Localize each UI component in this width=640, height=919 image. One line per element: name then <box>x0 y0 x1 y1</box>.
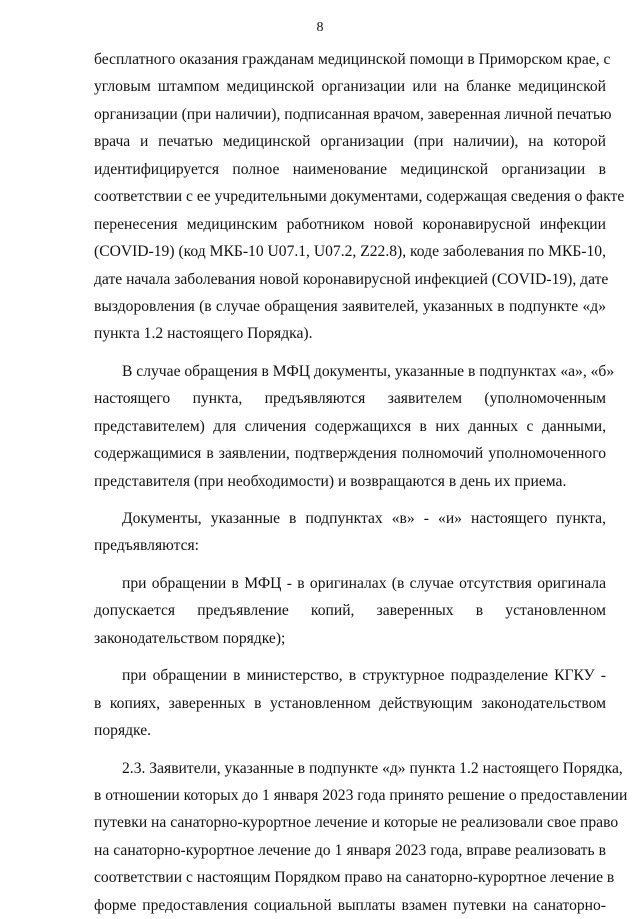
text-line: представителем) для сличения содержащихся в них данных с данными, <box>94 413 606 440</box>
text-line: перенесения медицинским работником новой коронавирусной инфекции <box>94 211 606 238</box>
text-line: врача и печатью медицинской организации (при наличии), на которой <box>94 128 606 155</box>
text-line: соответствии с настоящим Порядком право на санаторно-курортное лечение в <box>94 864 606 891</box>
paragraph-gap <box>94 745 606 755</box>
text-line: форме предоставления социальной выплаты взамен путевки на санаторно- <box>94 892 606 919</box>
text-line: в копиях, заверенных в установленном действующим законодательством <box>94 690 606 717</box>
paragraph <box>94 46 606 348</box>
text-line: допускается предъявление копий, заверенных в установленном <box>94 597 606 624</box>
text-line: 2.3. Заявители, указанные в подпункте «д» пункта 1.2 настоящего Порядка, <box>94 755 606 782</box>
paragraph <box>94 505 606 560</box>
paragraph <box>94 358 606 495</box>
page-number: 8 <box>0 20 640 36</box>
text-line: настоящего пункта, предъявляются заявителем (уполномоченным <box>94 385 606 412</box>
body-text <box>94 46 606 919</box>
text-line: выздоровления (в случае обращения заявителей, указанных в подпункте «д» <box>94 293 606 320</box>
text-line: соответствии с ее учредительными документами, содержащая сведения о факте <box>94 183 606 210</box>
text-line: порядке. <box>94 717 606 744</box>
text-line: законодательством порядке); <box>94 625 606 652</box>
text-line: содержащимися в заявлении, подтверждения полномочий уполномоченного <box>94 440 606 467</box>
text-line: В случае обращения в МФЦ документы, указанные в подпунктах «а», «б» <box>94 358 606 385</box>
paragraph <box>94 662 606 744</box>
text-line: представителя (при необходимости) и возвращаются в день их приема. <box>94 468 606 495</box>
paragraph <box>94 755 606 919</box>
text-line: угловым штампом медицинской организации или на бланке медицинской <box>94 73 606 100</box>
paragraph <box>94 570 606 652</box>
paragraph-gap <box>94 652 606 662</box>
text-line: путевки на санаторно-курортное лечение и которые не реализовали свое право <box>94 809 606 836</box>
text-line: организации (при наличии), подписанная врачом, заверенная личной печатью <box>94 101 606 128</box>
text-line: при обращении в министерство, в структурное подразделение КГКУ - <box>94 662 606 689</box>
text-line: пункта 1.2 настоящего Порядка). <box>94 320 606 347</box>
text-line: (COVID-19) (код МКБ-10 U07.1, U07.2, Z22.8), коде заболевания по МКБ-10, <box>94 238 606 265</box>
paragraph-gap <box>94 560 606 570</box>
text-line: при обращении в МФЦ - в оригиналах (в случае отсутствия оригинала <box>94 570 606 597</box>
text-line: идентифицируется полное наименование медицинской организации в <box>94 156 606 183</box>
paragraph-gap <box>94 348 606 358</box>
text-line: бесплатного оказания гражданам медицинской помощи в Приморском крае, с <box>94 46 606 73</box>
text-line: в отношении которых до 1 января 2023 года принято решение о предоставлении <box>94 782 606 809</box>
text-line: предъявляются: <box>94 532 606 559</box>
text-line: Документы, указанные в подпунктах «в» - «и» настоящего пункта, <box>94 505 606 532</box>
text-line: на санаторно-курортное лечение до 1 января 2023 года, вправе реализовать в <box>94 837 606 864</box>
text-line: дате начала заболевания новой коронавирусной инфекцией (COVID-19), дате <box>94 266 606 293</box>
paragraph-gap <box>94 495 606 505</box>
